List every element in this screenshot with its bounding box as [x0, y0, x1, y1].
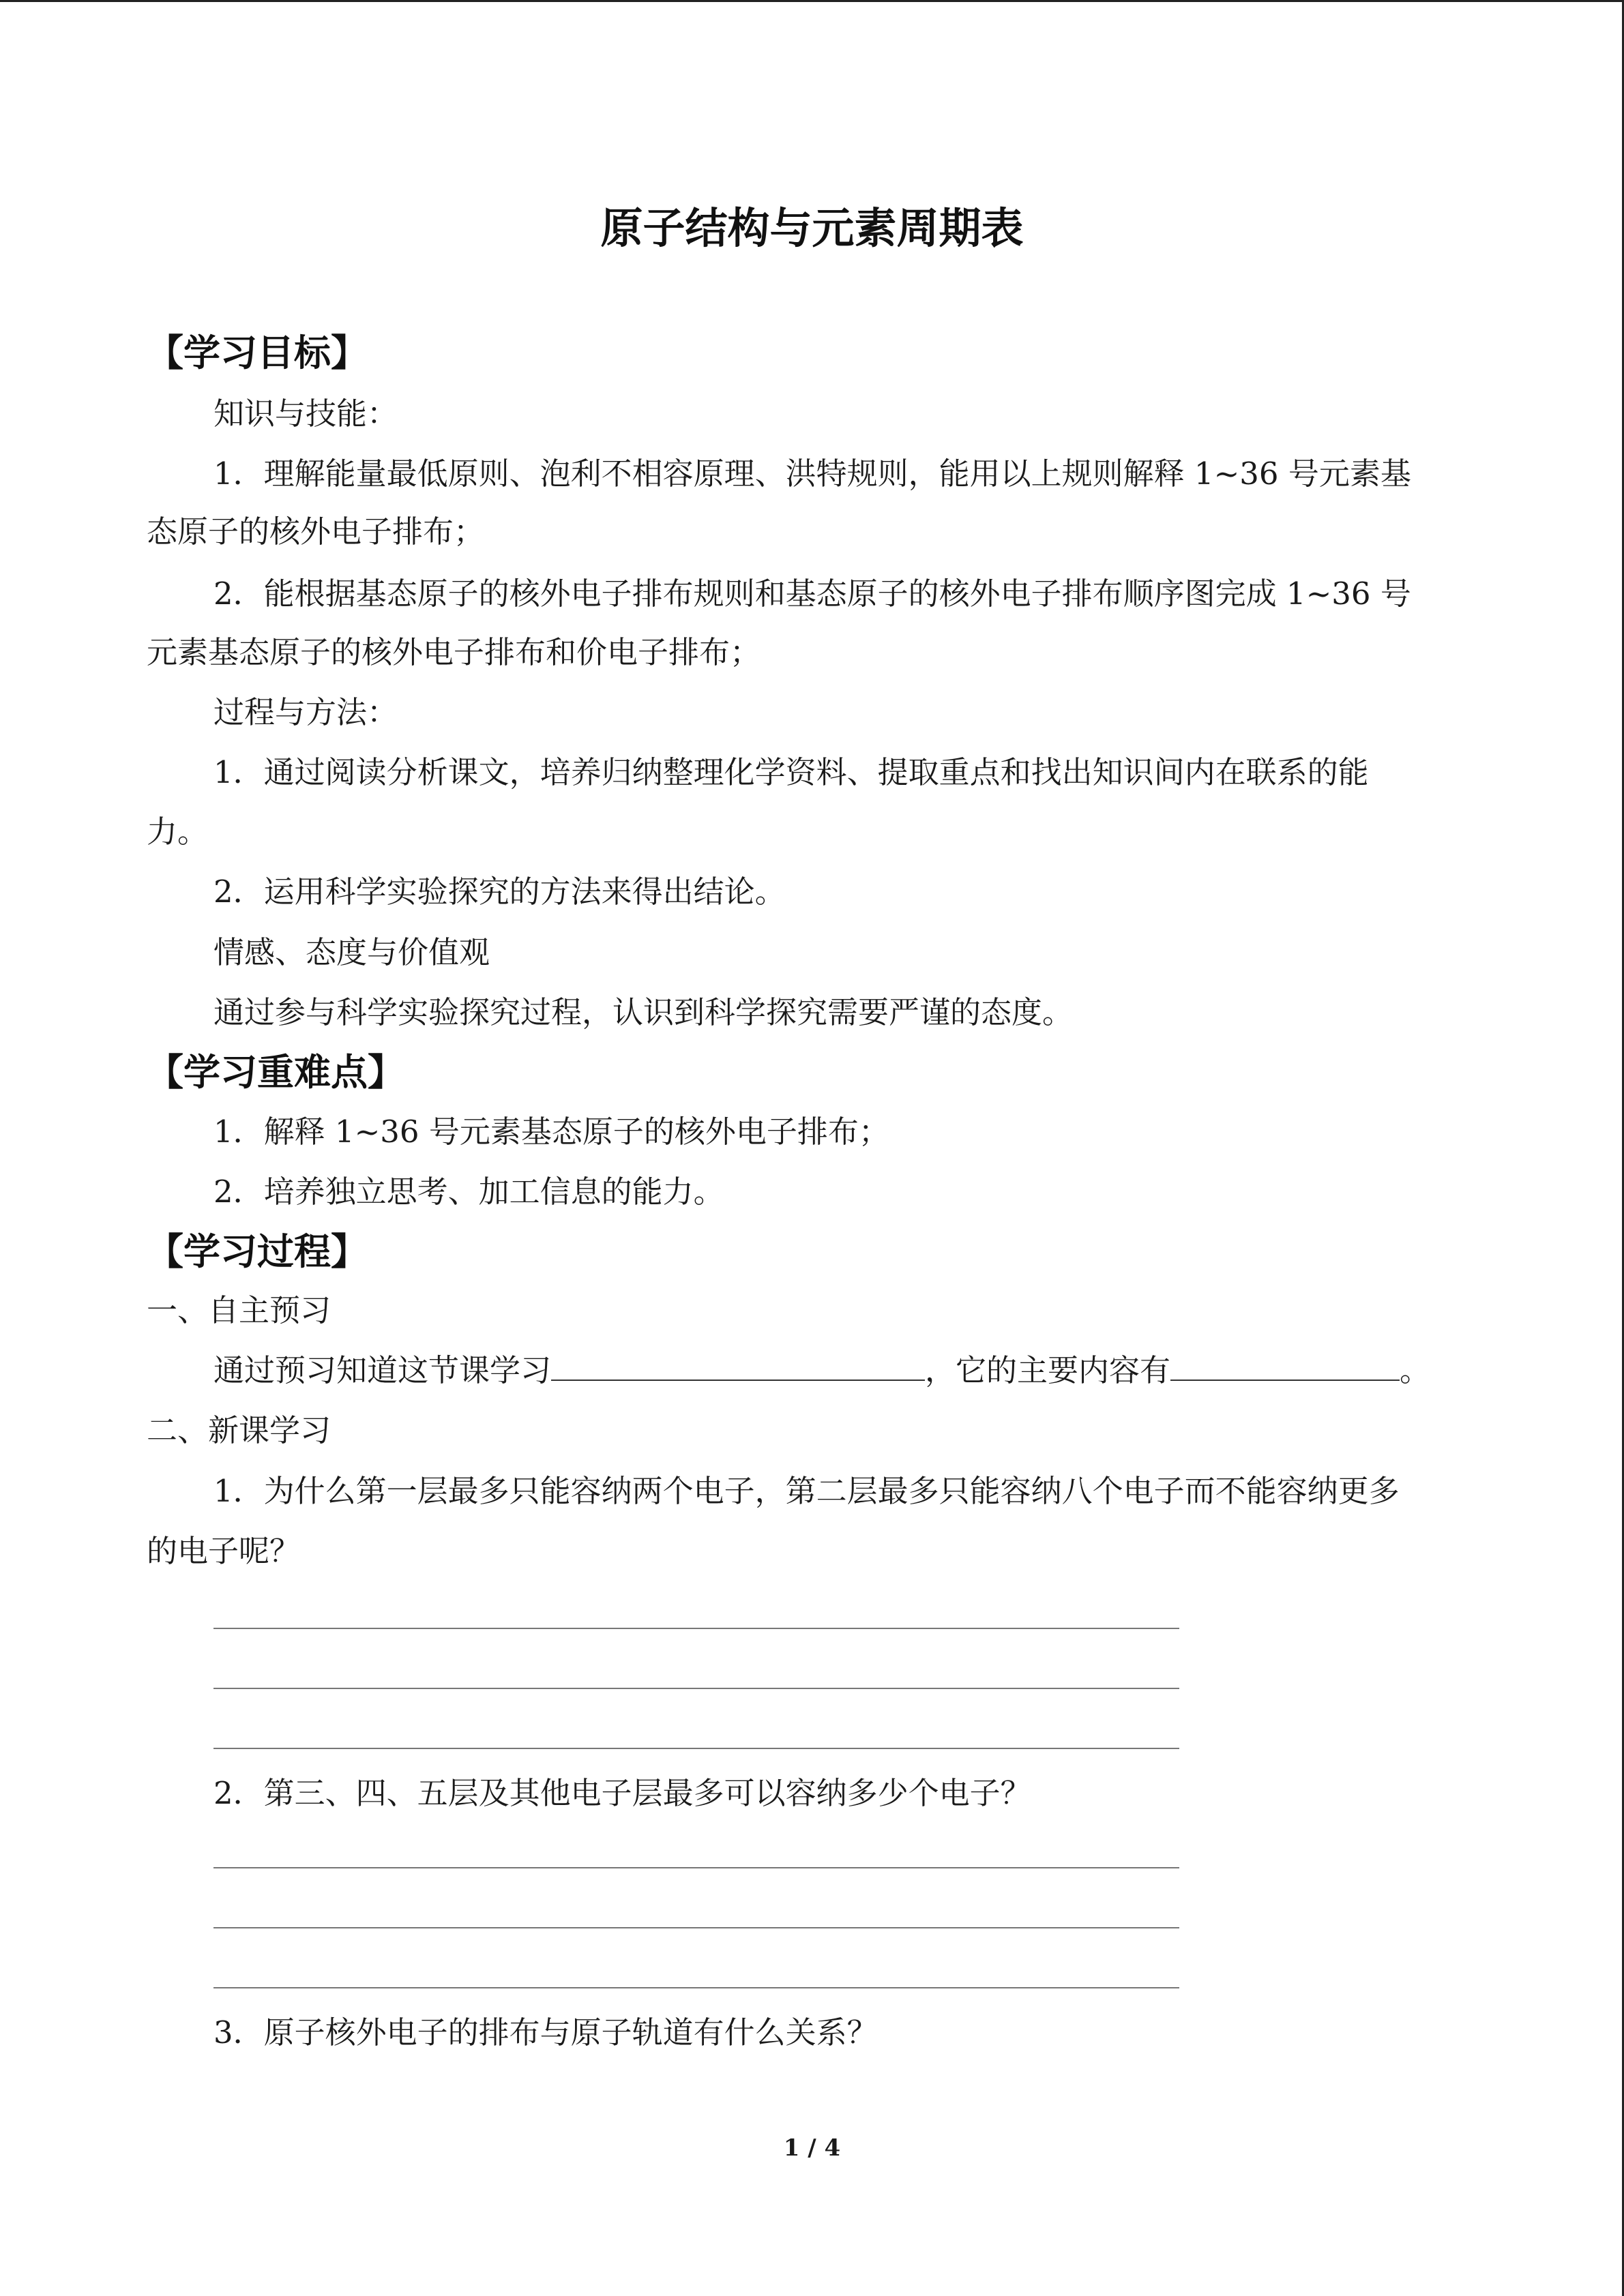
page-number: 1 / 4 [783, 2134, 841, 2162]
answer-line-q2-2[interactable] [213, 1927, 1179, 1928]
main-content-blank[interactable] [1170, 1347, 1400, 1381]
process-heading: 【学习过程】 [147, 1230, 368, 1273]
answer-line-q1-1[interactable] [213, 1628, 1179, 1629]
knowledge-item-1-line-2: 态原子的核外电子排布； [147, 513, 485, 550]
method-label: 过程与方法： [213, 694, 398, 730]
self-study-text-end: 。 [1400, 1352, 1431, 1388]
answer-line-q2-1[interactable] [213, 1867, 1179, 1868]
self-study-text-2: ，它的主要内容有 [925, 1352, 1171, 1388]
answer-line-q1-3[interactable] [213, 1748, 1179, 1749]
self-study-text-1: 通过预习知道这节课学习 [213, 1352, 552, 1388]
learning-topic-blank[interactable] [551, 1347, 925, 1381]
goals-heading: 【学习目标】 [147, 331, 368, 374]
question-1-line-2: 的电子呢？ [147, 1533, 301, 1569]
knowledge-item-2-line-2: 元素基态原子的核外电子排布和价电子排布； [147, 634, 761, 670]
knowledge-label: 知识与技能： [213, 396, 398, 432]
top-border [0, 0, 1624, 2]
knowledge-item-2-line-1: 2．能根据基态原子的核外电子排布规则和基态原子的核外电子排布顺序图完成 1~36 号 [213, 576, 1411, 612]
key-point-2: 2．培养独立思考、加工信息的能力。 [213, 1174, 724, 1210]
answer-line-q1-2[interactable] [213, 1688, 1179, 1689]
question-3: 3．原子核外电子的排布与原子轨道有什么关系？ [213, 2014, 878, 2051]
method-item-2: 2．运用科学实验探究的方法来得出结论。 [213, 874, 786, 910]
method-item-1-line-1: 1．通过阅读分析课文，培养归纳整理化学资料、提取重点和找出知识间内在联系的能 [213, 754, 1369, 790]
page-title: 原子结构与元素周期表 [600, 203, 1024, 253]
method-item-1-line-2: 力。 [147, 814, 209, 850]
answer-line-q2-3[interactable] [213, 1987, 1179, 1988]
emotion-text: 通过参与科学实验探究过程，认识到科学探究需要严谨的态度。 [213, 994, 1074, 1030]
question-2: 2．第三、四、五层及其他电子层最多可以容纳多少个电子？ [213, 1775, 1031, 1811]
key-points-heading: 【学习重难点】 [147, 1051, 404, 1094]
key-point-1: 1．解释 1~36 号元素基态原子的核外电子排布； [213, 1114, 889, 1150]
question-1-line-1: 1．为什么第一层最多只能容纳两个电子，第二层最多只能容纳八个电子而不能容纳更多 [213, 1473, 1400, 1509]
new-lesson-heading: 二、新课学习 [147, 1412, 331, 1448]
self-study-heading: 一、自主预习 [147, 1292, 331, 1328]
knowledge-item-1-line-1: 1．理解能量最低原则、泡利不相容原理、洪特规则，能用以上规则解释 1~36 号元素基 [213, 456, 1411, 492]
self-study-prompt [213, 1347, 1430, 1395]
emotion-label: 情感、态度与价值观 [213, 934, 490, 970]
